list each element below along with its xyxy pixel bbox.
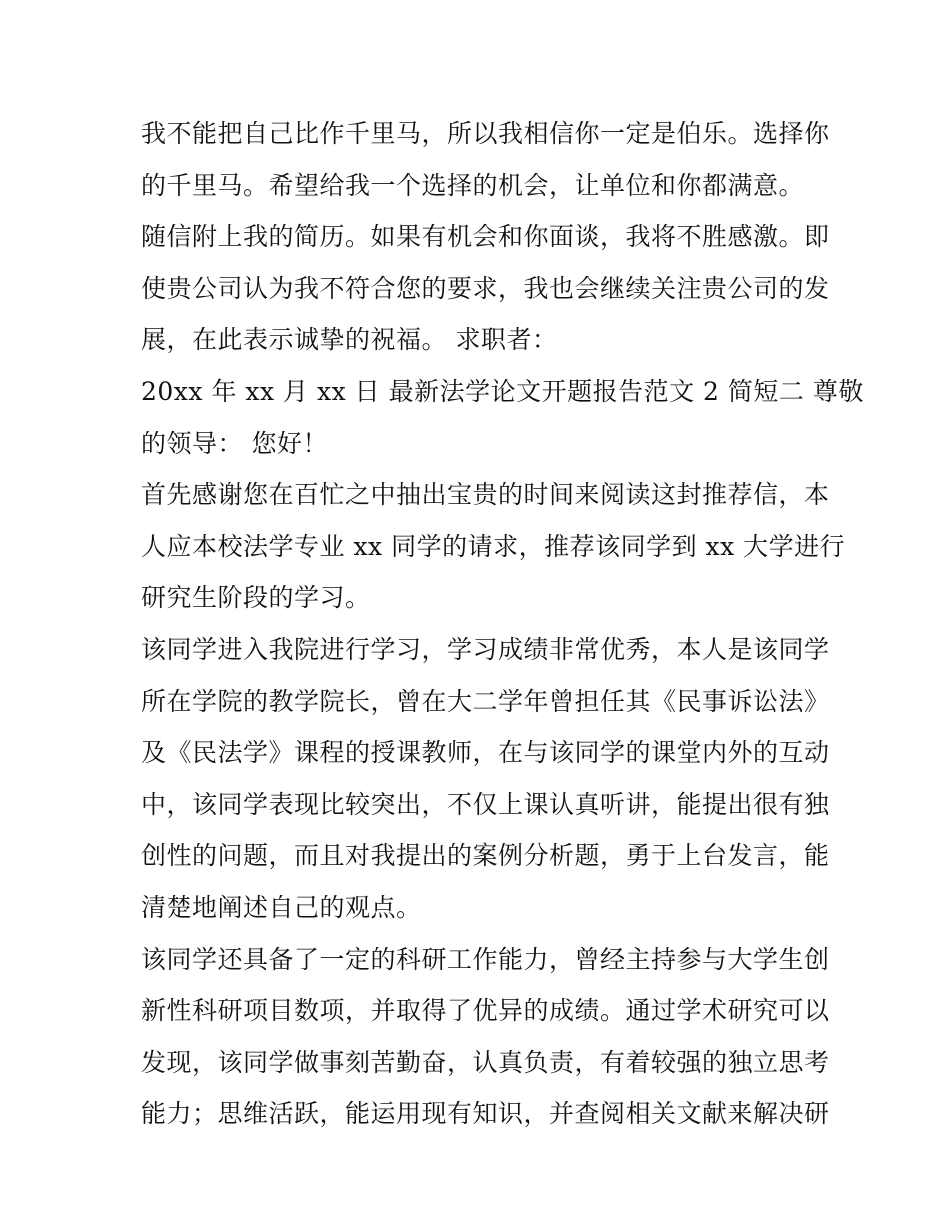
document-body bbox=[141, 108, 864, 1140]
text-line: 我不能把自己比作千里马，所以我相信你一定是伯乐。选择你 bbox=[141, 119, 830, 148]
text-line: 发现，该同学做事刻苦勤奋，认真负责，有着较强的独立思考 bbox=[141, 1047, 830, 1077]
text-line: 研究生阶段的学习。 bbox=[141, 583, 371, 613]
text-line: 随信附上我的简历。如果有机会和你面谈，我将不胜感激。即 bbox=[141, 222, 830, 252]
text-line: 人应本校法学专业 xx 同学的请求，推荐该同学到 xx 大学进行 bbox=[141, 531, 846, 561]
text-line: 所在学院的教学院长，曾在大二学年曾担任其《民事诉讼法》 bbox=[141, 686, 830, 716]
text-line: 新性科研项目数项，并取得了优异的成绩。通过学术研究可以 bbox=[141, 996, 830, 1026]
text-line: 的千里马。希望给我一个选择的机会，让单位和你都满意。 bbox=[141, 170, 805, 200]
text-line: 使贵公司认为我不符合您的要求，我也会继续关注贵公司的发 bbox=[141, 273, 830, 303]
text-line: 展，在此表示诚挚的祝福。 求职者： bbox=[141, 325, 558, 355]
text-line: 清楚地阐述自己的观点。 bbox=[141, 892, 422, 922]
text-line: 首先感谢您在百忙之中抽出宝贵的时间来阅读这封推荐信，本 bbox=[141, 480, 830, 510]
text-line: 中，该同学表现比较突出，不仅上课认真听讲，能提出很有独 bbox=[141, 789, 830, 819]
text-line: 20xx 年 xx 月 xx 日 最新法学论文开题报告范文 2 简短二 尊敬 bbox=[141, 376, 864, 406]
text-line: 的领导： 您好！ bbox=[141, 428, 328, 458]
text-line: 及《民法学》课程的授课教师，在与该同学的课堂内外的互动 bbox=[141, 738, 830, 768]
text-line: 该同学还具备了一定的科研工作能力，曾经主持参与大学生创 bbox=[141, 944, 830, 974]
text-line: 创性的问题，而且对我提出的案例分析题，勇于上台发言，能 bbox=[141, 841, 830, 871]
text-line: 能力；思维活跃，能运用现有知识，并查阅相关文献来解决研 bbox=[141, 1099, 830, 1129]
text-line: 该同学进入我院进行学习，学习成绩非常优秀，本人是该同学 bbox=[141, 634, 830, 664]
